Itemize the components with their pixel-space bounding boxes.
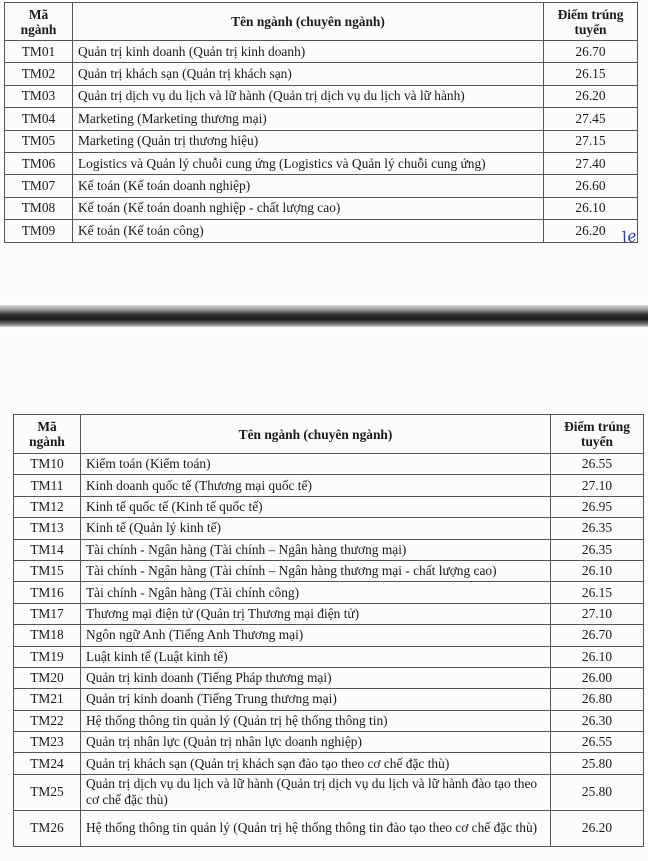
row-score: 27.40 bbox=[544, 152, 638, 174]
row-program-name: Tài chính - Ngân hàng (Tài chính – Ngân hàng thương mại - chất lượng cao) bbox=[81, 560, 551, 581]
table-row bbox=[5, 85, 638, 107]
table-row bbox=[5, 197, 638, 219]
row-code: TM22 bbox=[14, 710, 81, 731]
row-program-name: Kiểm toán (Kiểm toán) bbox=[81, 454, 551, 475]
page-separator bbox=[0, 305, 648, 327]
row-score: 26.80 bbox=[551, 689, 644, 710]
row-code: TM14 bbox=[14, 539, 81, 560]
row-program-name: Kế toán (Kế toán doanh nghiệp) bbox=[73, 175, 544, 197]
row-program-name: Hệ thống thông tin quản lý (Quản trị hệ thống thông tin đào tạo theo cơ chế đặc thù) bbox=[81, 810, 551, 846]
row-program-name: Luật kinh tế (Luật kinh tế) bbox=[81, 646, 551, 667]
row-program-name: Kinh tế quốc tế (Kinh tế quốc tế) bbox=[81, 496, 551, 517]
row-code: TM17 bbox=[14, 603, 81, 624]
table-row bbox=[5, 220, 638, 242]
column-header-score: Điểm trúng tuyển bbox=[551, 415, 644, 454]
row-score: 26.20 bbox=[544, 85, 638, 107]
column-header-score: Điểm trúng tuyển bbox=[544, 3, 638, 41]
column-header-name: Tên ngành (chuyên ngành) bbox=[73, 3, 544, 41]
table-row bbox=[14, 646, 644, 667]
row-score: 27.15 bbox=[544, 130, 638, 152]
row-code: TM05 bbox=[5, 130, 73, 152]
row-code: TM16 bbox=[14, 582, 81, 603]
table-row bbox=[14, 475, 644, 496]
row-score: 26.20 bbox=[551, 810, 644, 846]
column-header-code: Mã ngành bbox=[5, 3, 73, 41]
table-header-row bbox=[14, 415, 644, 454]
row-program-name: Quản trị kinh doanh (Tiếng Trung thương mại) bbox=[81, 689, 551, 710]
row-program-name: Ngôn ngữ Anh (Tiếng Anh Thương mại) bbox=[81, 625, 551, 646]
row-score: 25.80 bbox=[551, 753, 644, 774]
row-code: TM11 bbox=[14, 475, 81, 496]
row-score: 26.15 bbox=[551, 582, 644, 603]
row-code: TM20 bbox=[14, 667, 81, 688]
row-score: 27.45 bbox=[544, 108, 638, 130]
row-score: 25.80 bbox=[551, 774, 644, 810]
row-code: TM26 bbox=[14, 810, 81, 846]
column-header-code: Mã ngành bbox=[14, 415, 81, 454]
row-code: TM03 bbox=[5, 85, 73, 107]
row-program-name: Thương mại điện tử (Quản trị Thương mại điện tử) bbox=[81, 603, 551, 624]
table-row bbox=[14, 810, 644, 846]
row-program-name: Quản trị kinh doanh (Tiếng Pháp thương mại) bbox=[81, 667, 551, 688]
row-program-name: Logistics và Quản lý chuỗi cung ứng (Logistics và Quản lý chuỗi cung ứng) bbox=[73, 152, 544, 174]
row-code: TM15 bbox=[14, 560, 81, 581]
row-code: TM06 bbox=[5, 152, 73, 174]
row-code: TM25 bbox=[14, 774, 81, 810]
row-program-name: Kế toán (Kế toán công) bbox=[73, 220, 544, 242]
row-score: 26.15 bbox=[544, 63, 638, 85]
row-code: TM09 bbox=[5, 220, 73, 242]
row-score: 27.10 bbox=[551, 475, 644, 496]
row-code: TM13 bbox=[14, 518, 81, 539]
row-code: TM04 bbox=[5, 108, 73, 130]
row-code: TM08 bbox=[5, 197, 73, 219]
table-row bbox=[14, 454, 644, 475]
row-score: 26.55 bbox=[551, 454, 644, 475]
row-code: TM02 bbox=[5, 63, 73, 85]
table-row bbox=[5, 130, 638, 152]
table-row bbox=[14, 625, 644, 646]
row-score: 26.10 bbox=[544, 197, 638, 219]
row-score: 26.55 bbox=[551, 732, 644, 753]
row-code: TM12 bbox=[14, 496, 81, 517]
column-header-name: Tên ngành (chuyên ngành) bbox=[81, 415, 551, 454]
table-row bbox=[5, 152, 638, 174]
row-program-name: Tài chính - Ngân hàng (Tài chính công) bbox=[81, 582, 551, 603]
row-code: TM21 bbox=[14, 689, 81, 710]
row-program-name: Tài chính - Ngân hàng (Tài chính – Ngân hàng thương mại) bbox=[81, 539, 551, 560]
row-score: 26.35 bbox=[551, 518, 644, 539]
row-program-name: Hệ thống thông tin quản lý (Quản trị hệ thống thông tin) bbox=[81, 710, 551, 731]
row-code: TM19 bbox=[14, 646, 81, 667]
row-program-name: Marketing (Marketing thương mại) bbox=[73, 108, 544, 130]
table-row bbox=[14, 518, 644, 539]
row-code: TM24 bbox=[14, 753, 81, 774]
table-row bbox=[14, 539, 644, 560]
row-code: TM23 bbox=[14, 732, 81, 753]
row-program-name: Quản trị nhân lực (Quản trị nhân lực doanh nghiệp) bbox=[81, 732, 551, 753]
handwritten-mark: le bbox=[620, 225, 639, 248]
row-code: TM10 bbox=[14, 454, 81, 475]
row-code: TM07 bbox=[5, 175, 73, 197]
table-row bbox=[5, 63, 638, 85]
row-score: 26.35 bbox=[551, 539, 644, 560]
row-score: 26.60 bbox=[544, 175, 638, 197]
table-row bbox=[14, 774, 644, 810]
table-row bbox=[14, 496, 644, 517]
table-row bbox=[14, 689, 644, 710]
row-program-name: Quản trị kinh doanh (Quản trị kinh doanh) bbox=[73, 41, 544, 63]
row-program-name: Kế toán (Kế toán doanh nghiệp - chất lượng cao) bbox=[73, 197, 544, 219]
row-score: 26.10 bbox=[551, 646, 644, 667]
table-row bbox=[5, 175, 638, 197]
row-score: 26.70 bbox=[544, 41, 638, 63]
row-code: TM18 bbox=[14, 625, 81, 646]
row-score: 26.10 bbox=[551, 560, 644, 581]
table-row bbox=[14, 667, 644, 688]
row-score: 26.20 bbox=[544, 220, 638, 242]
row-score: 26.30 bbox=[551, 710, 644, 731]
row-program-name: Quản trị dịch vụ du lịch và lữ hành (Quản trị dịch vụ du lịch và lữ hành đào tạo theo cơ chế đặc thù) bbox=[81, 774, 551, 810]
table-body bbox=[5, 41, 638, 243]
row-score: 26.70 bbox=[551, 625, 644, 646]
row-program-name: Kinh tế (Quản lý kinh tế) bbox=[81, 518, 551, 539]
row-program-name: Quản trị dịch vụ du lịch và lữ hành (Quản trị dịch vụ du lịch và lữ hành) bbox=[73, 85, 544, 107]
table-body bbox=[14, 454, 644, 847]
row-program-name: Kinh doanh quốc tế (Thương mại quốc tế) bbox=[81, 475, 551, 496]
admission-scores-table-1 bbox=[4, 2, 638, 243]
row-score: 26.95 bbox=[551, 496, 644, 517]
row-score: 26.00 bbox=[551, 667, 644, 688]
table-row bbox=[14, 582, 644, 603]
table-row bbox=[14, 753, 644, 774]
row-score: 27.10 bbox=[551, 603, 644, 624]
table-row bbox=[14, 560, 644, 581]
row-program-name: Quản trị khách sạn (Quản trị khách sạn) bbox=[73, 63, 544, 85]
admission-scores-table-2 bbox=[13, 414, 644, 847]
table-row bbox=[14, 710, 644, 731]
table-row bbox=[14, 603, 644, 624]
row-program-name: Quản trị khách sạn (Quản trị khách sạn đào tạo theo cơ chế đặc thù) bbox=[81, 753, 551, 774]
row-code: TM01 bbox=[5, 41, 73, 63]
table-row bbox=[5, 41, 638, 63]
table-header-row bbox=[5, 3, 638, 41]
row-program-name: Marketing (Quản trị thương hiệu) bbox=[73, 130, 544, 152]
table-row bbox=[14, 732, 644, 753]
table-row bbox=[5, 108, 638, 130]
